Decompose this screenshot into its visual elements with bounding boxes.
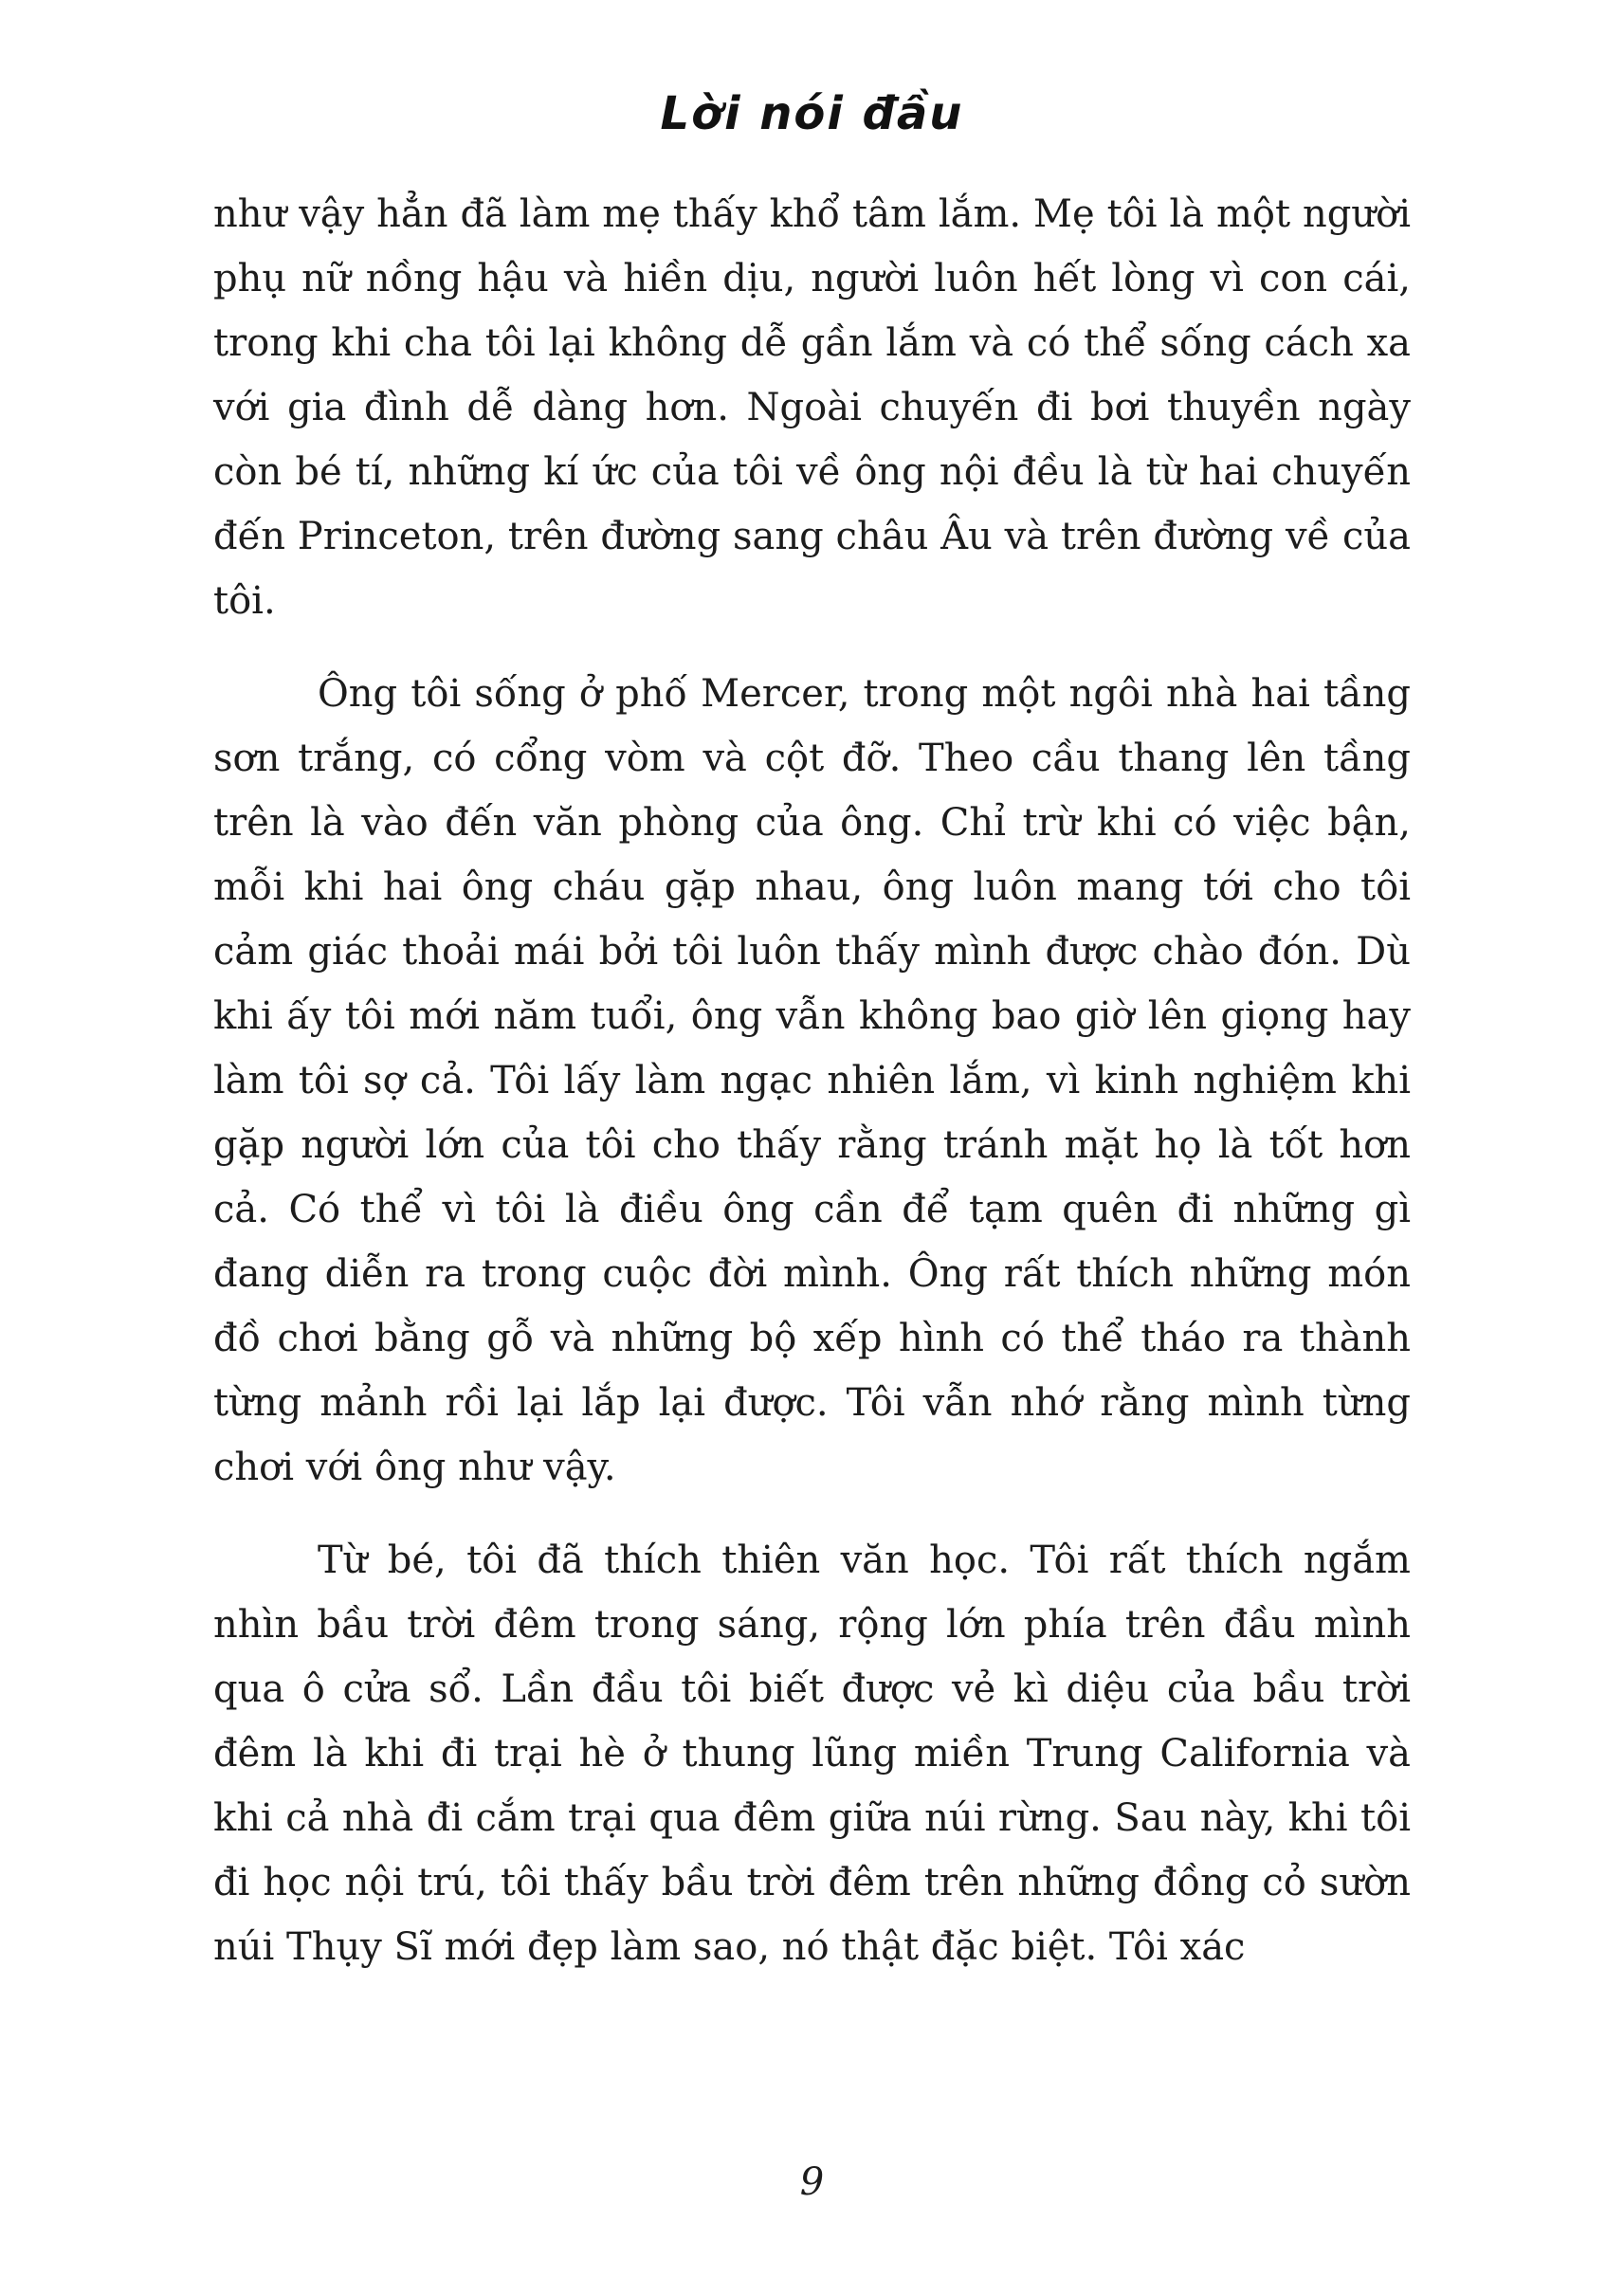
page-content xyxy=(213,182,1411,1979)
paragraph: Ông tôi sống ở phố Mercer, trong một ngôi nhà hai tầng sơn trắng, có cổng vòm và cột đỡ. Theo cầu thang lên tầng trên là vào đến văn phòng của ông. Chỉ trừ khi có việc bận, mỗi khi hai ông cháu gặp nhau, ông luôn mang tới cho tôi cảm giác thoải mái bởi tôi luôn thấy mình được chào đón. Dù khi ấy tôi mới năm tuổi, ông vẫn không bao giờ lên giọng hay làm tôi sợ cả. Tôi lấy làm ngạc nhiên lắm, vì kinh nghiệm khi gặp người lớn của tôi cho thấy rằng tránh mặt họ là tốt hơn cả. Có thể vì tôi là điều ông cần để tạm quên đi những gì đang diễn ra trong cuộc đời mình. Ông rất thích những món đồ chơi bằng gỗ và những bộ xếp hình có thể tháo ra thành từng mảnh rồi lại lắp lại được. Tôi vẫn nhớ rằng mình từng chơi với ông như vậy. xyxy=(213,672,1411,1489)
page-number: 9 xyxy=(799,2160,825,2204)
chapter-title: Lời nói đầu xyxy=(660,87,964,140)
paragraph: Từ bé, tôi đã thích thiên văn học. Tôi rất thích ngắm nhìn bầu trời đêm trong sáng, rộng lớn phía trên đầu mình qua ô cửa sổ. Lần đầu tôi biết được vẻ kì diệu của bầu trời đêm là khi đi trại hè ở thung lũng miền Trung California và khi cả nhà đi cắm trại qua đêm giữa núi rừng. Sau này, khi tôi đi học nội trú, tôi thấy bầu trời đêm trên những đồng cỏ sườn núi Thụy Sĩ mới đẹp làm sao, nó thật đặc biệt. Tôi xác xyxy=(213,1539,1411,1969)
paragraph-continuation: như vậy hẳn đã làm mẹ thấy khổ tâm lắm. Mẹ tôi là một người phụ nữ nồng hậu và hiền dịu, người luôn hết lòng vì con cái, trong khi cha tôi lại không dễ gần lắm và có thể sống cách xa với gia đình dễ dàng hơn. Ngoài chuyến đi bơi thuyền ngày còn bé tí, những kí ức của tôi về ông nội đều là từ hai chuyến đến Princeton, trên đường sang châu Âu và trên đường về của tôi. xyxy=(213,192,1411,623)
